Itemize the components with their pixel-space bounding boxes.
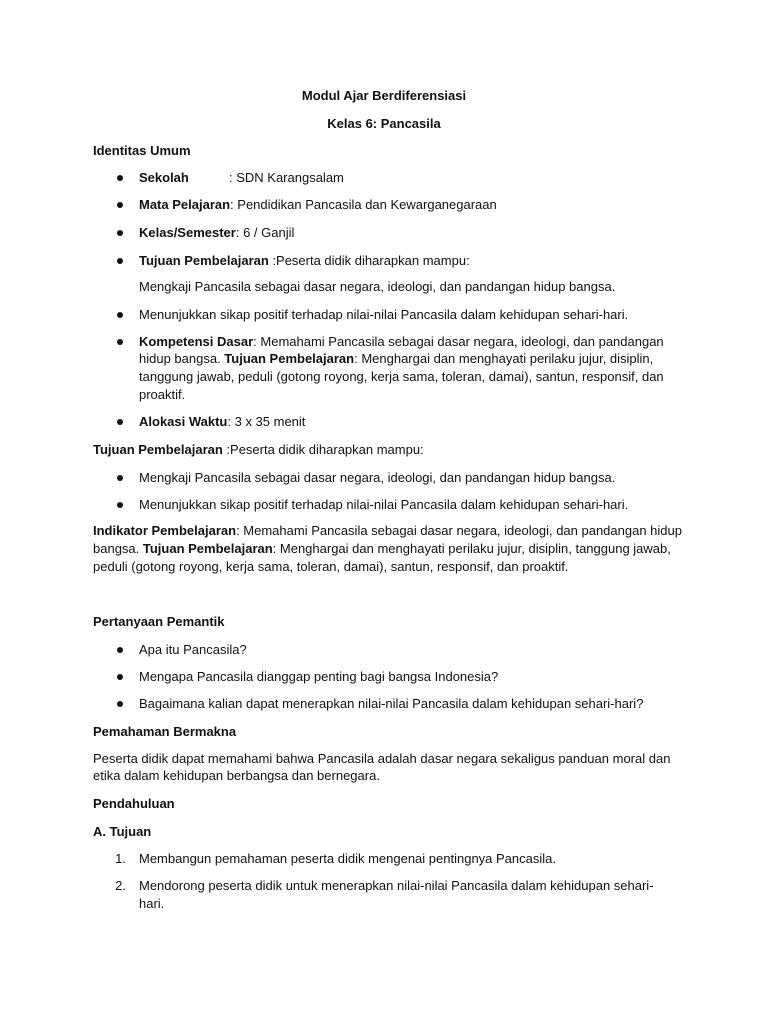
sekolah-value: : SDN Karangsalam xyxy=(229,170,344,185)
bullet-marker xyxy=(117,230,123,236)
bullet-marker xyxy=(117,258,123,264)
identitas-heading: Identitas Umum xyxy=(93,143,191,158)
kd-line-3: tanggung jawab, peduli (gotong royong, kerja sama, toleran, damai), santun, responsif, dan xyxy=(139,369,664,384)
pemahaman-line-2: etika dalam kehidupan berbangsa dan bernegara. xyxy=(93,768,380,783)
kd-text: hidup bangsa. xyxy=(139,351,225,366)
bullet-marker xyxy=(117,419,123,425)
pendahuluan-item-2-line-1: Mendorong peserta didik untuk menerapkan nilai-nilai Pancasila dalam kehidupan sehari- xyxy=(139,878,654,893)
tp-line xyxy=(139,252,470,269)
list-number: 1. xyxy=(115,851,126,866)
document-title: Modul Ajar Berdiferensiasi xyxy=(301,88,467,103)
list-number: 2. xyxy=(115,878,126,893)
bullet-marker xyxy=(117,475,123,481)
indikator-line-1 xyxy=(93,522,682,539)
bullet-marker xyxy=(117,339,123,345)
indikator-text: : Memahami Pancasila sebagai dasar negara, ideologi, dan pandangan hidup xyxy=(236,523,682,538)
kd-line-1 xyxy=(139,333,664,350)
pemahaman-line-1: Peserta didik dapat memahami bahwa Pancasila adalah dasar negara sekaligus panduan moral dan xyxy=(93,751,671,766)
kelas-line xyxy=(139,224,294,241)
kelas-value: : 6 / Ganjil xyxy=(235,225,295,240)
indikator-text: : Menghargai dan menghayati perilaku jujur, disiplin, tanggung jawab, xyxy=(272,541,671,556)
bullet-marker xyxy=(117,175,123,181)
pemantik-item: Mengapa Pancasila dianggap penting bagi bangsa Indonesia? xyxy=(139,669,499,684)
bullet-marker xyxy=(117,502,123,508)
bullet-marker xyxy=(117,701,123,707)
pemahaman-heading: Pemahaman Bermakna xyxy=(93,724,237,739)
indikator-line-3: peduli (gotong royong, kerja sama, toleran, damai), santun, responsif, dan proaktif. xyxy=(93,559,569,574)
kd-line-4: proaktif. xyxy=(139,387,186,402)
document-subtitle: Kelas 6: Pancasila xyxy=(327,116,441,131)
sekolah-label: Sekolah xyxy=(139,170,189,185)
tujuan-item: Mengkaji Pancasila sebagai dasar negara, ideologi, dan pandangan hidup bangsa. xyxy=(139,470,616,485)
tp-item-2: Menunjukkan sikap positif terhadap nilai-nilai Pancasila dalam kehidupan sehari-hari. xyxy=(139,307,629,322)
bullet-marker xyxy=(117,647,123,653)
tujuan-value: :Peserta didik diharapkan mampu: xyxy=(222,442,424,457)
bullet-marker xyxy=(117,674,123,680)
pendahuluan-item-1: Membangun pemahaman peserta didik mengenai pentingnya Pancasila. xyxy=(139,851,556,866)
tujuan-subheading: A. Tujuan xyxy=(93,824,152,839)
tp-item-1: Mengkaji Pancasila sebagai dasar negara, ideologi, dan pandangan hidup bangsa. xyxy=(139,279,616,294)
kd-text: : Menghargai dan menghayati perilaku jujur, disiplin, xyxy=(354,351,654,366)
bullet-marker xyxy=(117,202,123,208)
pemantik-heading: Pertanyaan Pemantik xyxy=(93,614,225,629)
pemantik-item: Bagaimana kalian dapat menerapkan nilai-nilai Pancasila dalam kehidupan sehari-hari? xyxy=(139,696,644,711)
tp-label: Tujuan Pembelajaran xyxy=(139,253,269,268)
aw-label: Alokasi Waktu xyxy=(139,414,228,429)
aw-value: : 3 x 35 menit xyxy=(227,414,306,429)
mapel-value: : Pendidikan Pancasila dan Kewarganegaraan xyxy=(230,197,497,212)
indikator-tp-label: Tujuan Pembelajaran xyxy=(142,541,273,556)
mapel-label: Mata Pelajaran xyxy=(139,197,231,212)
kd-value: : Memahami Pancasila sebagai dasar negara, ideologi, dan pandangan xyxy=(253,334,664,349)
kd-label: Kompetensi Dasar xyxy=(139,334,254,349)
tujuan-label: Tujuan Pembelajaran xyxy=(93,442,223,457)
indikator-text: bangsa. xyxy=(93,541,143,556)
indikator-line-2 xyxy=(93,540,671,557)
kd-tp-label: Tujuan Pembelajaran xyxy=(224,351,355,366)
bullet-marker xyxy=(117,312,123,318)
indikator-label: Indikator Pembelajaran xyxy=(93,523,237,538)
kd-line-2 xyxy=(139,350,653,367)
pendahuluan-item-2-line-2: hari. xyxy=(139,896,165,911)
pendahuluan-heading: Pendahuluan xyxy=(93,796,175,811)
mapel-line xyxy=(139,196,497,213)
kelas-label: Kelas/Semester xyxy=(139,225,236,240)
pemantik-item: Apa itu Pancasila? xyxy=(139,642,247,657)
tp-value: :Peserta didik diharapkan mampu: xyxy=(268,253,470,268)
aw-line xyxy=(139,413,305,430)
tujuan-heading xyxy=(93,441,424,458)
tujuan-item: Menunjukkan sikap positif terhadap nilai-nilai Pancasila dalam kehidupan sehari-hari. xyxy=(139,497,629,512)
